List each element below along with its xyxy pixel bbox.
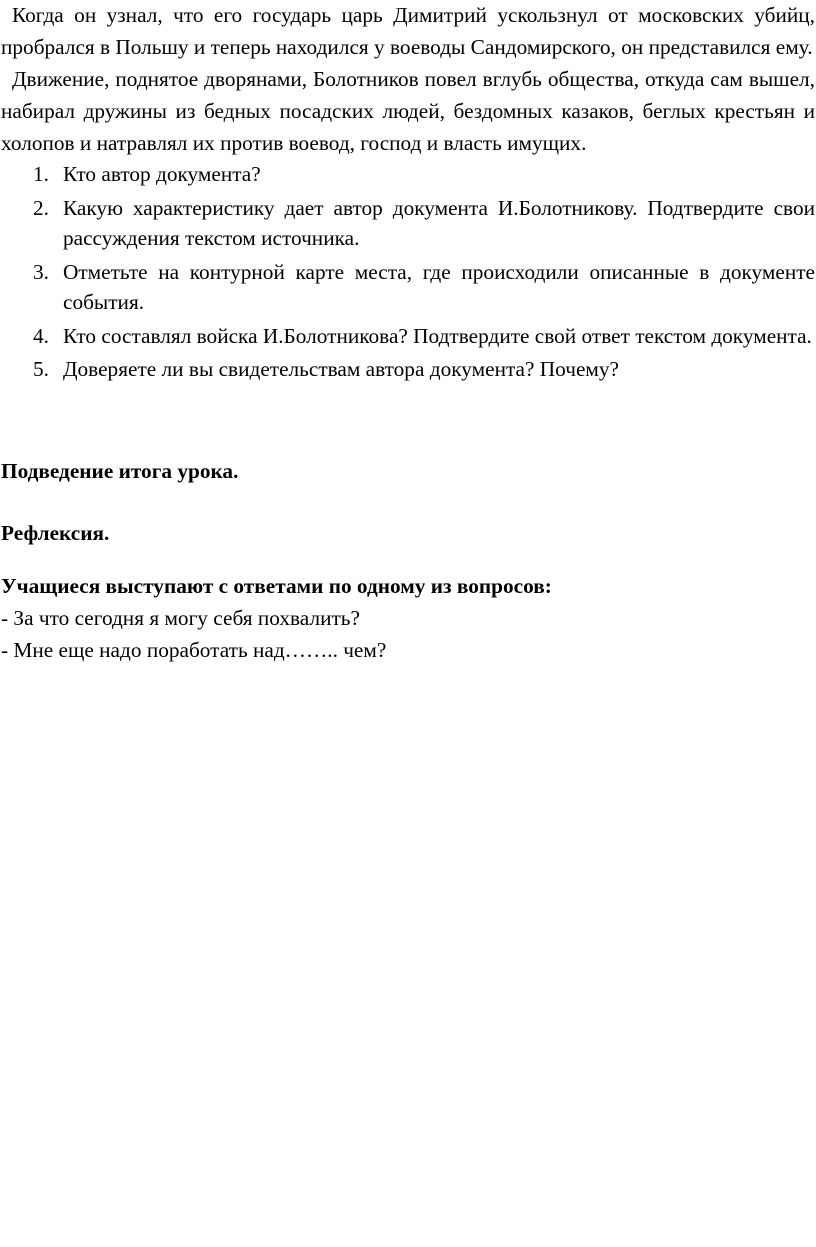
list-item-text: Отметьте на контурной карте места, где происходили описанные в документе события. bbox=[63, 259, 815, 314]
summary-heading: Подведение итога урока. bbox=[1, 458, 239, 483]
reflection-question: - Мне еще надо поработать над…….. чем? bbox=[1, 637, 387, 662]
list-item-text: Кто автор документа? bbox=[63, 162, 261, 186]
students-heading: Учащиеся выступают с ответами по одному из вопросов: bbox=[1, 573, 552, 598]
list-item-number: 4. bbox=[33, 323, 49, 348]
reflection-question: - За что сегодня я могу себя похвалить? bbox=[1, 605, 360, 630]
paragraph: Движение, поднятое дворянами, Болотников повел вглубь общества, откуда сам вышел, набирал дружины из бедных посадских людей, бездомных казаков, беглых крестьян и холопов и натравлял их против воевод, господ и власть имущих. bbox=[1, 67, 815, 155]
list-item bbox=[1, 257, 815, 318]
list-item bbox=[1, 321, 815, 352]
list-item-number: 2. bbox=[33, 195, 49, 220]
list-item-number: 3. bbox=[33, 259, 49, 284]
reflection-heading: Рефлексия. bbox=[1, 520, 110, 545]
list-item-text: Кто составлял войска И.Болотникова? Подтвердите свой ответ текстом документа. bbox=[63, 323, 812, 348]
list-item bbox=[1, 159, 815, 190]
list-item-text: Какую характеристику дает автор документа И.Болотникову. Подтвердите свои рассуждения текстом источника. bbox=[63, 195, 815, 250]
list-item bbox=[1, 354, 815, 385]
list-item-number: 5. bbox=[33, 357, 49, 381]
list-item bbox=[1, 193, 815, 254]
list-item-number: 1. bbox=[33, 162, 49, 186]
question-list bbox=[1, 159, 815, 385]
list-item-text: Доверяете ли вы свидетельствам автора документа? Почему? bbox=[63, 357, 619, 381]
paragraph: Когда он узнал, что его государь царь Димитрий ускользнул от московских убийц, пробрался в Польшу и теперь находился у воеводы Сандомирского, он представился ему. bbox=[1, 3, 815, 59]
